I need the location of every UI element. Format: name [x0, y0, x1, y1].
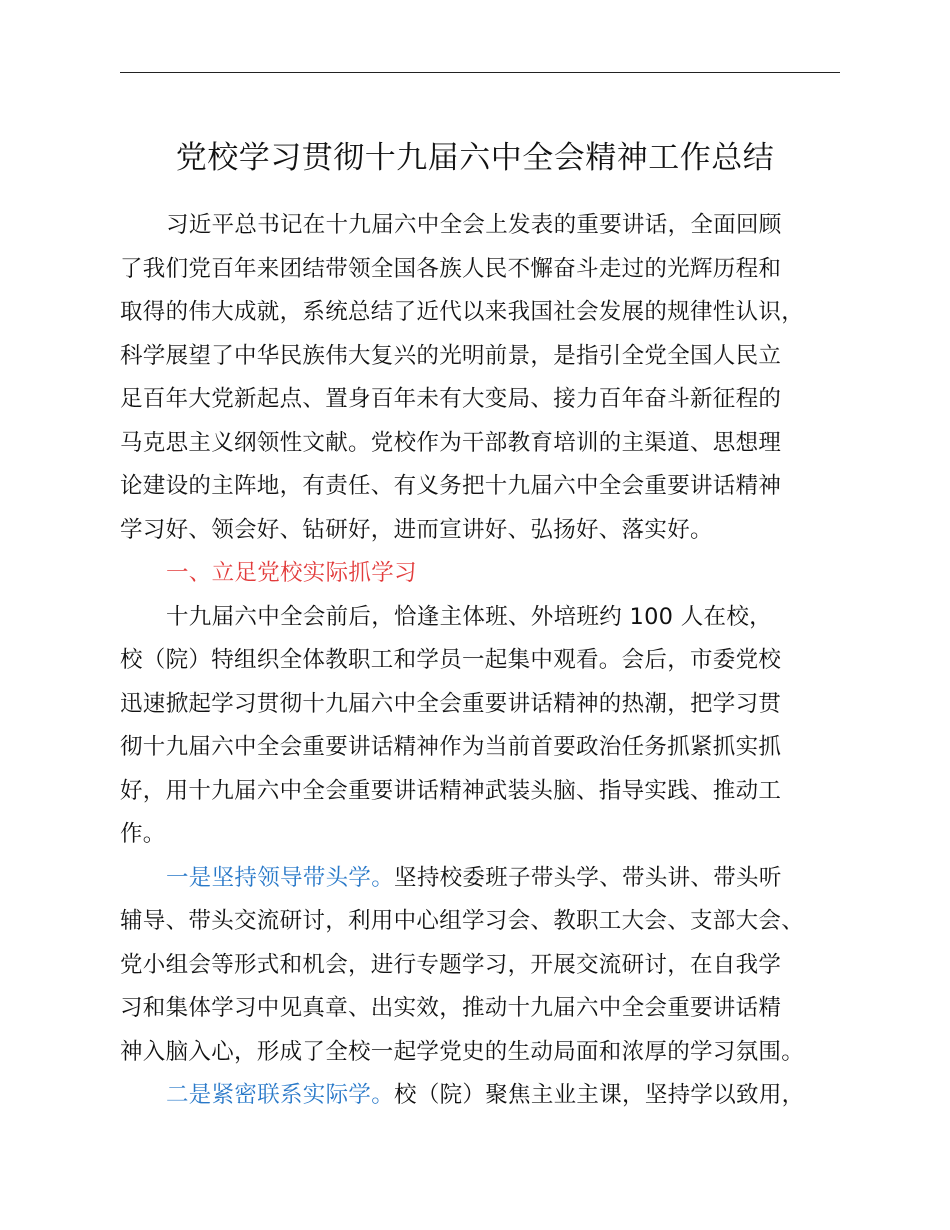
- paragraph-2-line: 十九届六中全会前后，恰逢主体班、外培班约 100 人在校，: [166, 603, 772, 630]
- paragraph-1-line: 科学展望了中华民族伟大复兴的光明前景，是指引全党全国人民立: [120, 342, 782, 369]
- paragraph-3-line: 党小组会等形式和机会，进行专题学习，开展交流研讨，在自我学: [120, 951, 782, 978]
- paragraph-1-line: 学习好、领会好、钻研好，进而宣讲好、弘扬好、落实好。: [120, 516, 713, 543]
- paragraph-1-line: 马克思主义纲领性文献。党校作为干部教育培训的主渠道、思想理: [120, 429, 782, 456]
- paragraph-3-line: 神入脑入心，形成了全校一起学党史的生动局面和浓厚的学习氛围。: [120, 1038, 805, 1065]
- paragraph-3-line: 辅导、带头交流研讨，利用中心组学习会、教职工大会、支部大会、: [120, 908, 805, 934]
- paragraph-4-first-line-rest: 校（院）聚焦主业主课，坚持学以致用，: [394, 1082, 805, 1108]
- document-body: [120, 204, 850, 1118]
- paragraph-1-line: 足百年大党新起点、置身百年未有大变局、接力百年奋斗新征程的: [120, 386, 782, 412]
- paragraph-1-line: 习近平总书记在十九届六中全会上发表的重要讲话，全面回顾: [166, 212, 782, 238]
- document-title: 党校学习贯彻十九届六中全会精神工作总结: [175, 140, 775, 176]
- section-1-heading: 一、立足党校实际抓学习: [166, 560, 417, 586]
- paragraph-2-line: 好，用十九届六中全会重要讲话精神武装头脑、指导实践、推动工: [120, 777, 782, 804]
- paragraph-2-line: 作。: [120, 821, 166, 847]
- paragraph-1-line: 了我们党百年来团结带领全国各族人民不懈奋斗走过的光辉历程和: [120, 255, 782, 282]
- paragraph-1-line: 论建设的主阵地，有责任、有义务把十九届六中全会重要讲话精神: [120, 473, 782, 499]
- paragraph-3-first-line-rest: 坚持校委班子带头学、带头讲、带头听: [394, 864, 782, 891]
- paragraph-3-first-line: [120, 857, 850, 901]
- paragraph-2-line: 校（院）特组织全体教职工和学员一起集中观看。会后，市委党校: [120, 647, 782, 673]
- paragraph-3-line: 习和集体学习中见真章、出实效，推动十九届六中全会重要讲话精: [120, 995, 782, 1021]
- paragraph-4-first-line: [120, 1074, 850, 1118]
- paragraph-3-lead: 一是坚持领导带头学。: [166, 864, 395, 891]
- header-rule: [120, 72, 840, 73]
- paragraph-2-line: 迅速掀起学习贯彻十九届六中全会重要讲话精神的热潮，把学习贯: [120, 690, 782, 717]
- paragraph-2-line: 彻十九届六中全会重要讲话精神作为当前首要政治任务抓紧抓实抓: [120, 734, 782, 760]
- paragraph-4-lead: 二是紧密联系实际学。: [166, 1082, 395, 1108]
- paragraph-1-line: 取得的伟大成就，系统总结了近代以来我国社会发展的规律性认识，: [120, 299, 805, 325]
